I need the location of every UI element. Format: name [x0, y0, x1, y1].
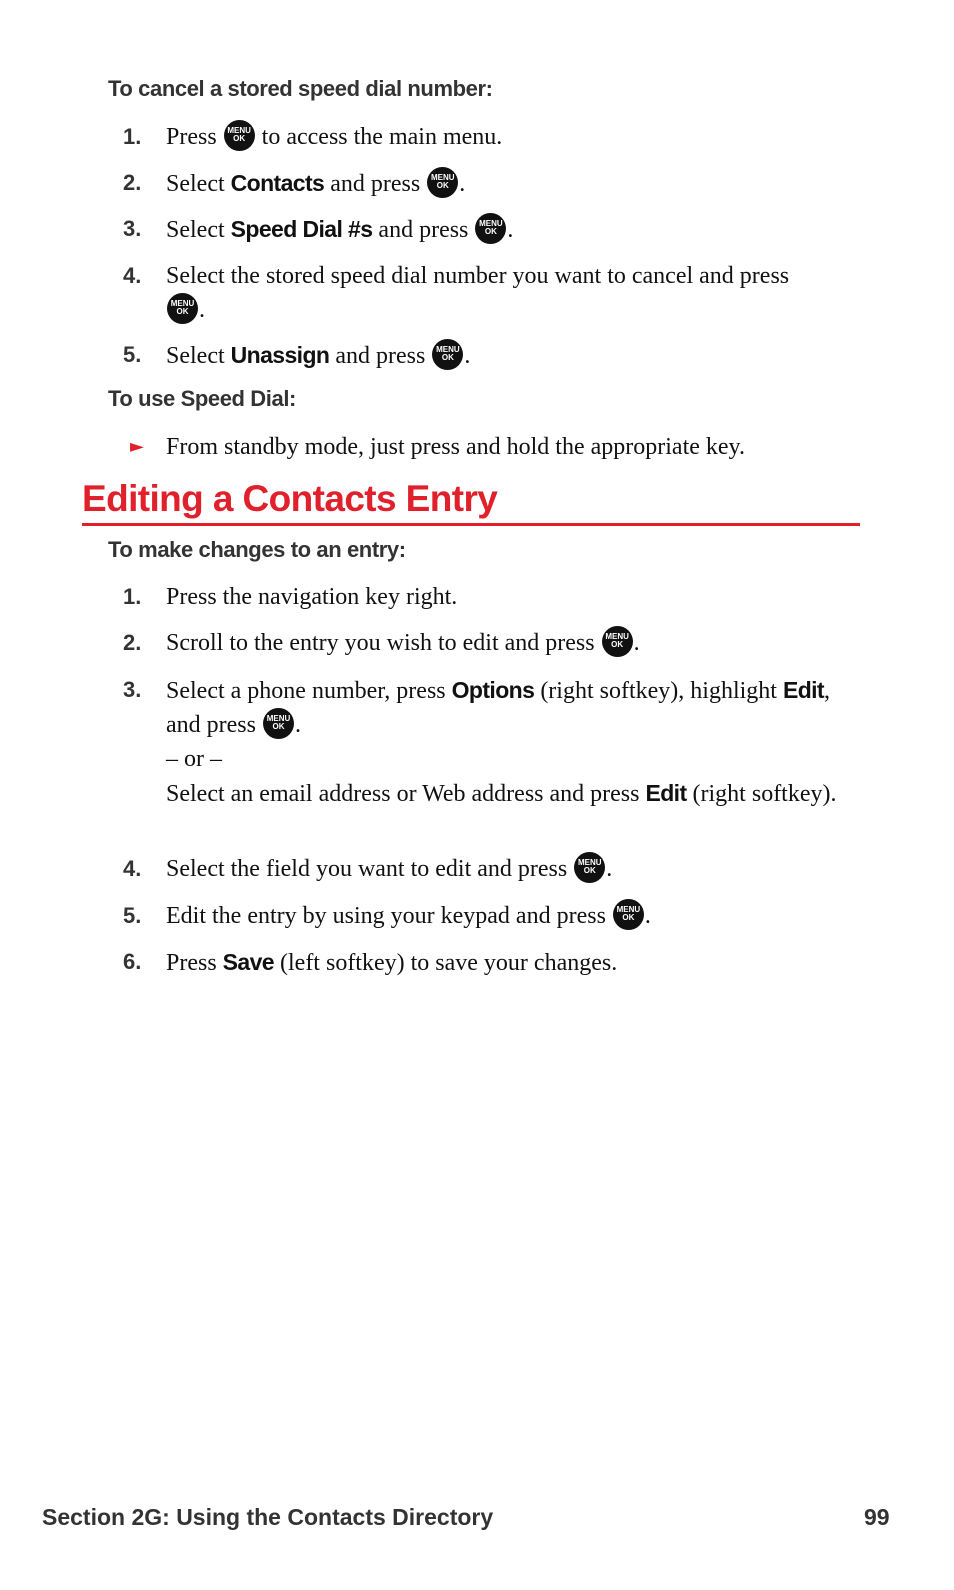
step-text: Press Save (left softkey) to save your changes. — [166, 949, 618, 976]
keyword: Edit — [782, 677, 824, 703]
step-text: Edit the entry by using your keypad and press MENU OK . — [166, 899, 856, 933]
keyword: Contacts — [230, 170, 325, 196]
step-number: 4. — [123, 263, 142, 288]
subheading-use-speed-dial: To use Speed Dial: — [108, 386, 296, 411]
step-text — [166, 673, 856, 811]
step-number: 5. — [123, 903, 142, 928]
step-line-alternative: Select an email address or Web address and press Edit (right softkey). — [166, 780, 837, 807]
step-line-primary: Select a phone number, press Options (right softkey), highlight Edit, and press MENU OK . — [166, 677, 830, 738]
menu-ok-key-icon: MENU OK — [613, 899, 644, 930]
subheading-edit-entry: To make changes to an entry: — [108, 537, 406, 562]
step-text: Select Speed Dial #s and press MENU OK . — [166, 212, 856, 247]
menu-ok-key-icon: MENU OK — [427, 167, 458, 198]
keyword: Unassign — [230, 342, 330, 368]
footer-section-label: Section 2G: Using the Contacts Directory — [42, 1504, 494, 1530]
section-title: Editing a Contacts Entry — [82, 478, 498, 519]
menu-ok-key-icon: MENU OK — [574, 852, 605, 883]
step-number: 3. — [123, 677, 142, 702]
menu-ok-key-icon: MENU OK — [167, 293, 198, 324]
subheading-cancel-speed-dial: To cancel a stored speed dial number: — [108, 76, 493, 101]
step-number: 5. — [123, 342, 142, 367]
keyword: Save — [222, 949, 274, 975]
menu-ok-key-icon: MENU OK — [432, 339, 463, 370]
keyword: Options — [451, 677, 535, 703]
keyword: Edit — [645, 780, 687, 806]
bullet-arrow-icon: ► — [130, 436, 144, 457]
keyword: Speed Dial #s — [230, 216, 373, 242]
step-number: 2. — [123, 170, 142, 195]
step-number: 2. — [123, 630, 142, 655]
step-text: Select Contacts and press MENU OK . — [166, 166, 856, 201]
menu-ok-key-icon: MENU OK — [224, 120, 255, 151]
step-text: Press the navigation key right. — [166, 584, 458, 610]
or-separator: – or – — [166, 746, 222, 772]
step-text: Press MENU OK to access the main menu. — [166, 120, 856, 154]
menu-ok-key-icon: MENU OK — [602, 626, 633, 657]
step-text: Select the stored speed dial number you want to cancel and press MENU OK . — [166, 263, 790, 323]
step-number: 1. — [123, 124, 142, 149]
step-text: Scroll to the entry you wish to edit and press MENU OK . — [166, 626, 856, 660]
menu-ok-key-icon: MENU OK — [475, 213, 506, 244]
step-number: 6. — [123, 949, 142, 974]
footer-page-number: 99 — [864, 1504, 890, 1530]
step-number: 3. — [123, 216, 142, 241]
step-text: Select Unassign and press MENU OK . — [166, 338, 856, 373]
menu-ok-key-icon: MENU OK — [263, 708, 294, 739]
bullet-text: From standby mode, just press and hold the appropriate key. — [166, 434, 745, 460]
section-divider — [82, 523, 860, 526]
step-text: Select the field you want to edit and press MENU OK . — [166, 852, 856, 886]
step-number: 4. — [123, 856, 142, 881]
step-number: 1. — [123, 584, 142, 609]
